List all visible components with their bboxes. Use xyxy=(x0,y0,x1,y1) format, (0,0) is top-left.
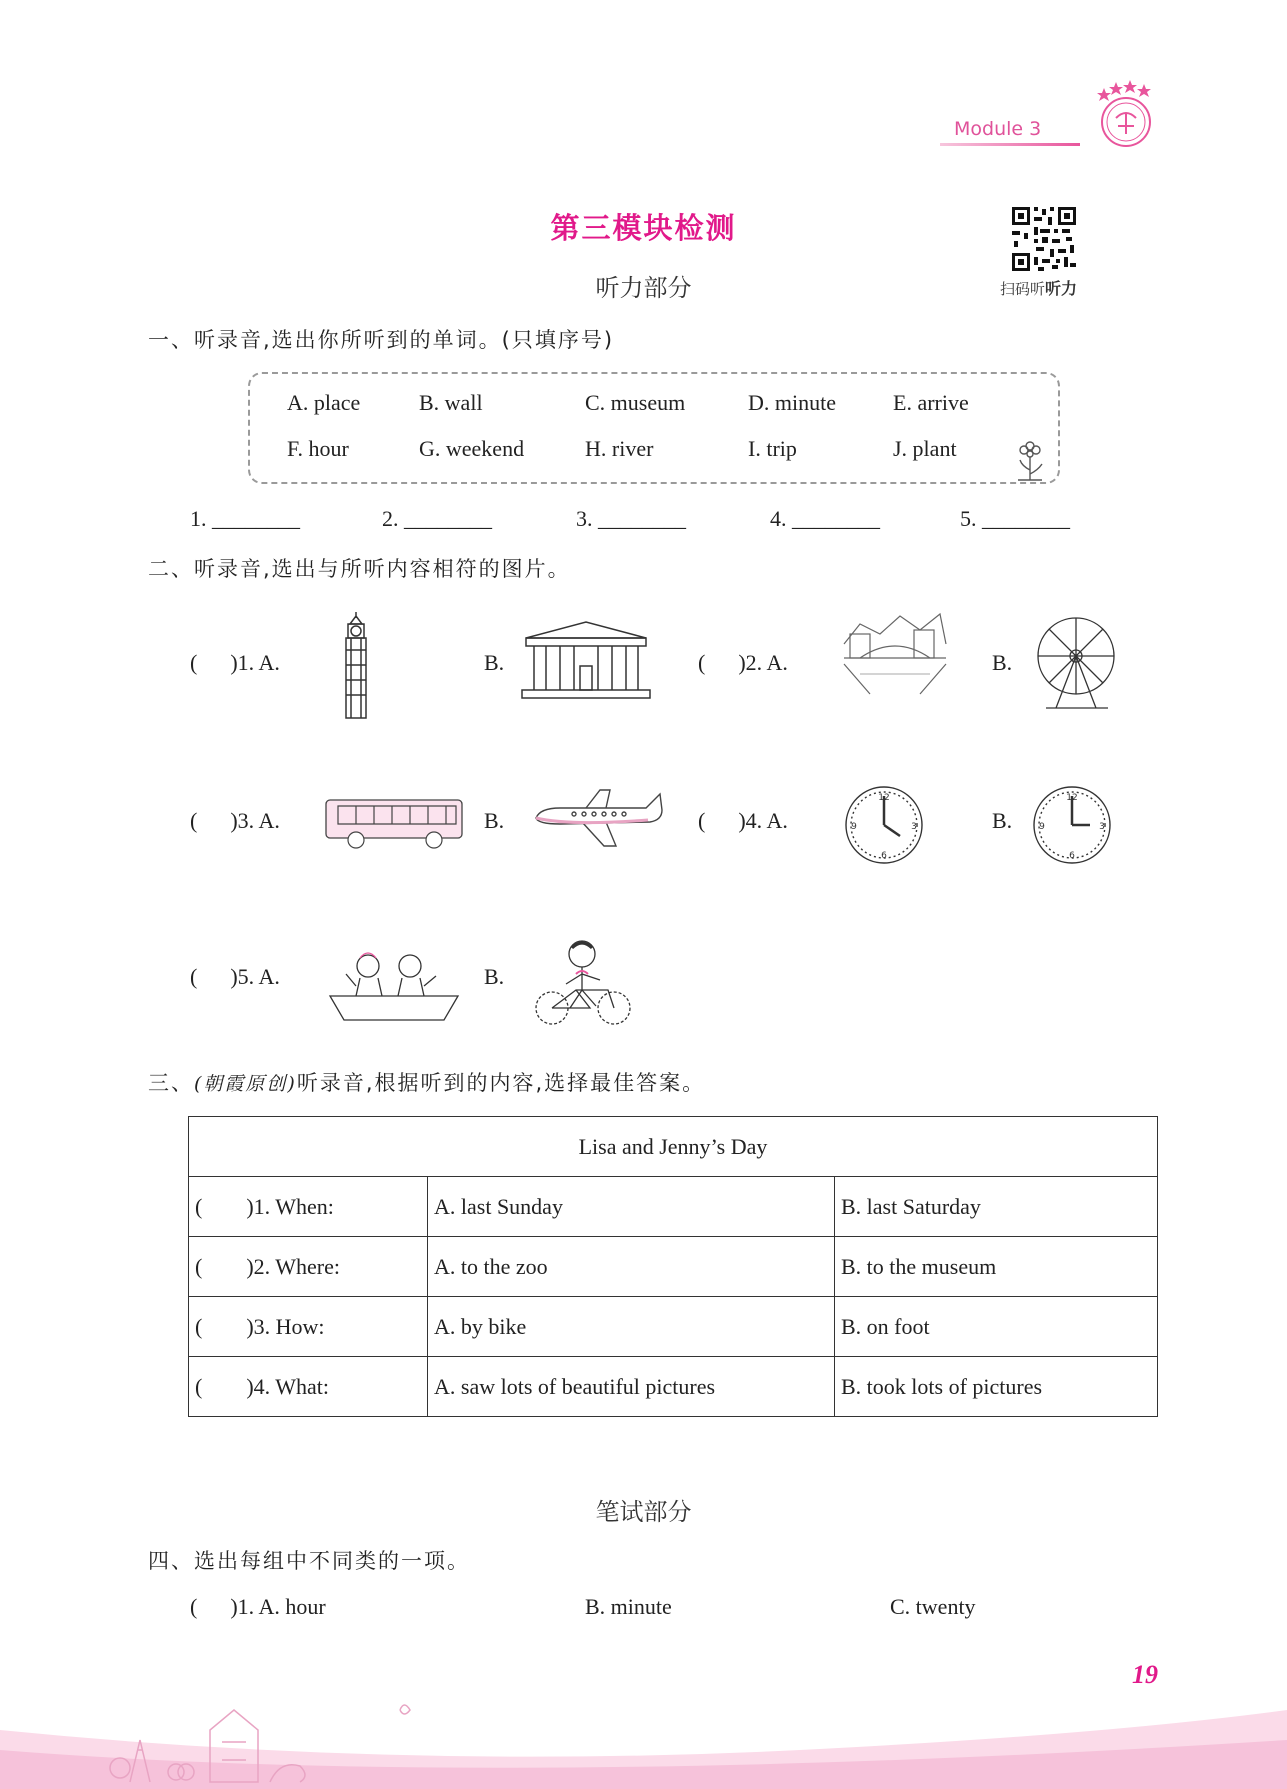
listening-heading: 听力部分 xyxy=(595,274,692,302)
footer-decoration xyxy=(0,1690,1287,1789)
svg-text:12: 12 xyxy=(878,793,890,803)
q3-original-tag: (朝霞原创) xyxy=(194,1073,297,1095)
svg-text:3: 3 xyxy=(911,822,917,832)
svg-text:6: 6 xyxy=(881,851,887,861)
option-a-cell[interactable]: A. saw lots of beautiful pictures xyxy=(428,1357,835,1417)
word-option: G. weekend xyxy=(419,436,525,461)
answer-blank[interactable]: 2. ________ xyxy=(382,506,492,531)
answer-blank[interactable]: 1. ________ xyxy=(190,506,300,531)
kids-boat-icon xyxy=(326,940,462,1026)
q2-item-1-b[interactable]: B. xyxy=(484,650,505,675)
svg-text:6: 6 xyxy=(1069,851,1075,861)
question-cell[interactable]: ( )1. When: xyxy=(189,1177,428,1237)
q2-item-5-b[interactable]: B. xyxy=(484,964,505,989)
q1-instruction: 一、听录音,选出你所听到的单词。(只填序号) xyxy=(148,328,615,352)
city-bridge-icon xyxy=(840,604,950,700)
word-bank-box xyxy=(248,372,1060,484)
svg-text:9: 9 xyxy=(851,822,857,832)
question-cell[interactable]: ( )3. How: xyxy=(189,1297,428,1357)
q3-instruction-text: 听录音,根据听到的内容,选择最佳答案。 xyxy=(296,1071,706,1095)
answer-blank[interactable]: 4. ________ xyxy=(770,506,880,531)
q2-item-4-label[interactable]: ( )4. A. xyxy=(698,808,788,833)
module-underline xyxy=(940,143,1080,146)
q2-item-4-b[interactable]: B. xyxy=(992,808,1013,833)
table-row xyxy=(189,1357,1158,1417)
q4-instruction: 四、选出每组中不同类的一项。 xyxy=(148,1549,470,1573)
table-caption: Lisa and Jenny’s Day xyxy=(189,1117,1158,1177)
qr-code-icon[interactable] xyxy=(1010,205,1078,273)
option-b-cell[interactable]: B. on foot xyxy=(835,1297,1158,1357)
bus-icon xyxy=(322,794,468,850)
question-cell[interactable]: ( )4. What: xyxy=(189,1357,428,1417)
airplane-icon xyxy=(530,786,666,850)
q4-item-1-a[interactable]: ( )1. A. hour xyxy=(190,1594,326,1619)
question-cell[interactable]: ( )2. Where: xyxy=(189,1237,428,1297)
table-row xyxy=(189,1177,1158,1237)
svg-text:12: 12 xyxy=(1066,793,1078,803)
qr-caption-text: 扫码听 xyxy=(1000,280,1046,298)
q3-table xyxy=(188,1116,1158,1417)
table-row xyxy=(189,1237,1158,1297)
option-a-cell[interactable]: A. last Sunday xyxy=(428,1177,835,1237)
q3-instruction-prefix: 三、 xyxy=(148,1071,194,1095)
q2-item-2-label[interactable]: ( )2. A. xyxy=(698,650,788,675)
option-a-cell[interactable]: A. to the zoo xyxy=(428,1237,835,1297)
word-option: H. river xyxy=(585,436,654,461)
option-b-cell[interactable]: B. to the museum xyxy=(835,1237,1158,1297)
publisher-badge-icon xyxy=(1090,78,1160,150)
word-option: D. minute xyxy=(748,390,836,415)
option-b-cell[interactable]: B. took lots of pictures xyxy=(835,1357,1158,1417)
q3-instruction xyxy=(148,1067,705,1097)
clock-four-icon xyxy=(842,782,926,868)
museum-building-icon xyxy=(520,618,652,700)
word-option: C. museum xyxy=(585,390,686,415)
ferris-wheel-icon xyxy=(1030,612,1122,712)
q2-item-1-label[interactable]: ( )1. A. xyxy=(190,650,280,675)
table-row xyxy=(189,1297,1158,1357)
q4-item-1-b[interactable]: B. minute xyxy=(585,1594,672,1619)
word-option: F. hour xyxy=(287,436,349,461)
q2-item-3-b[interactable]: B. xyxy=(484,808,505,833)
qr-caption-bold: 听力 xyxy=(1045,279,1078,298)
q2-item-3-label[interactable]: ( )3. A. xyxy=(190,808,280,833)
word-option: B. wall xyxy=(419,390,483,415)
page-title: 第三模块检测 xyxy=(550,211,737,245)
q2-item-5-label[interactable]: ( )5. A. xyxy=(190,964,280,989)
clock-twelve-icon xyxy=(1030,782,1114,868)
option-a-cell[interactable]: A. by bike xyxy=(428,1297,835,1357)
answer-blank[interactable]: 5. ________ xyxy=(960,506,1070,531)
writing-heading: 笔试部分 xyxy=(595,1498,692,1526)
big-ben-icon xyxy=(338,610,374,720)
word-option: I. trip xyxy=(748,436,797,461)
svg-text:3: 3 xyxy=(1099,822,1105,832)
answer-blank[interactable]: 3. ________ xyxy=(576,506,686,531)
word-option: J. plant xyxy=(893,436,957,461)
q2-instruction: 二、听录音,选出与所听内容相符的图片。 xyxy=(148,557,571,581)
boy-bike-icon xyxy=(526,934,638,1028)
q2-item-2-b[interactable]: B. xyxy=(992,650,1013,675)
page-number: 19 xyxy=(1132,1660,1158,1689)
svg-text:9: 9 xyxy=(1039,822,1045,832)
option-b-cell[interactable]: B. last Saturday xyxy=(835,1177,1158,1237)
module-label: Module 3 xyxy=(954,118,1042,140)
flower-icon xyxy=(1010,440,1050,482)
word-option: E. arrive xyxy=(893,390,969,415)
q4-item-1-c[interactable]: C. twenty xyxy=(890,1594,976,1619)
word-option: A. place xyxy=(287,390,361,415)
